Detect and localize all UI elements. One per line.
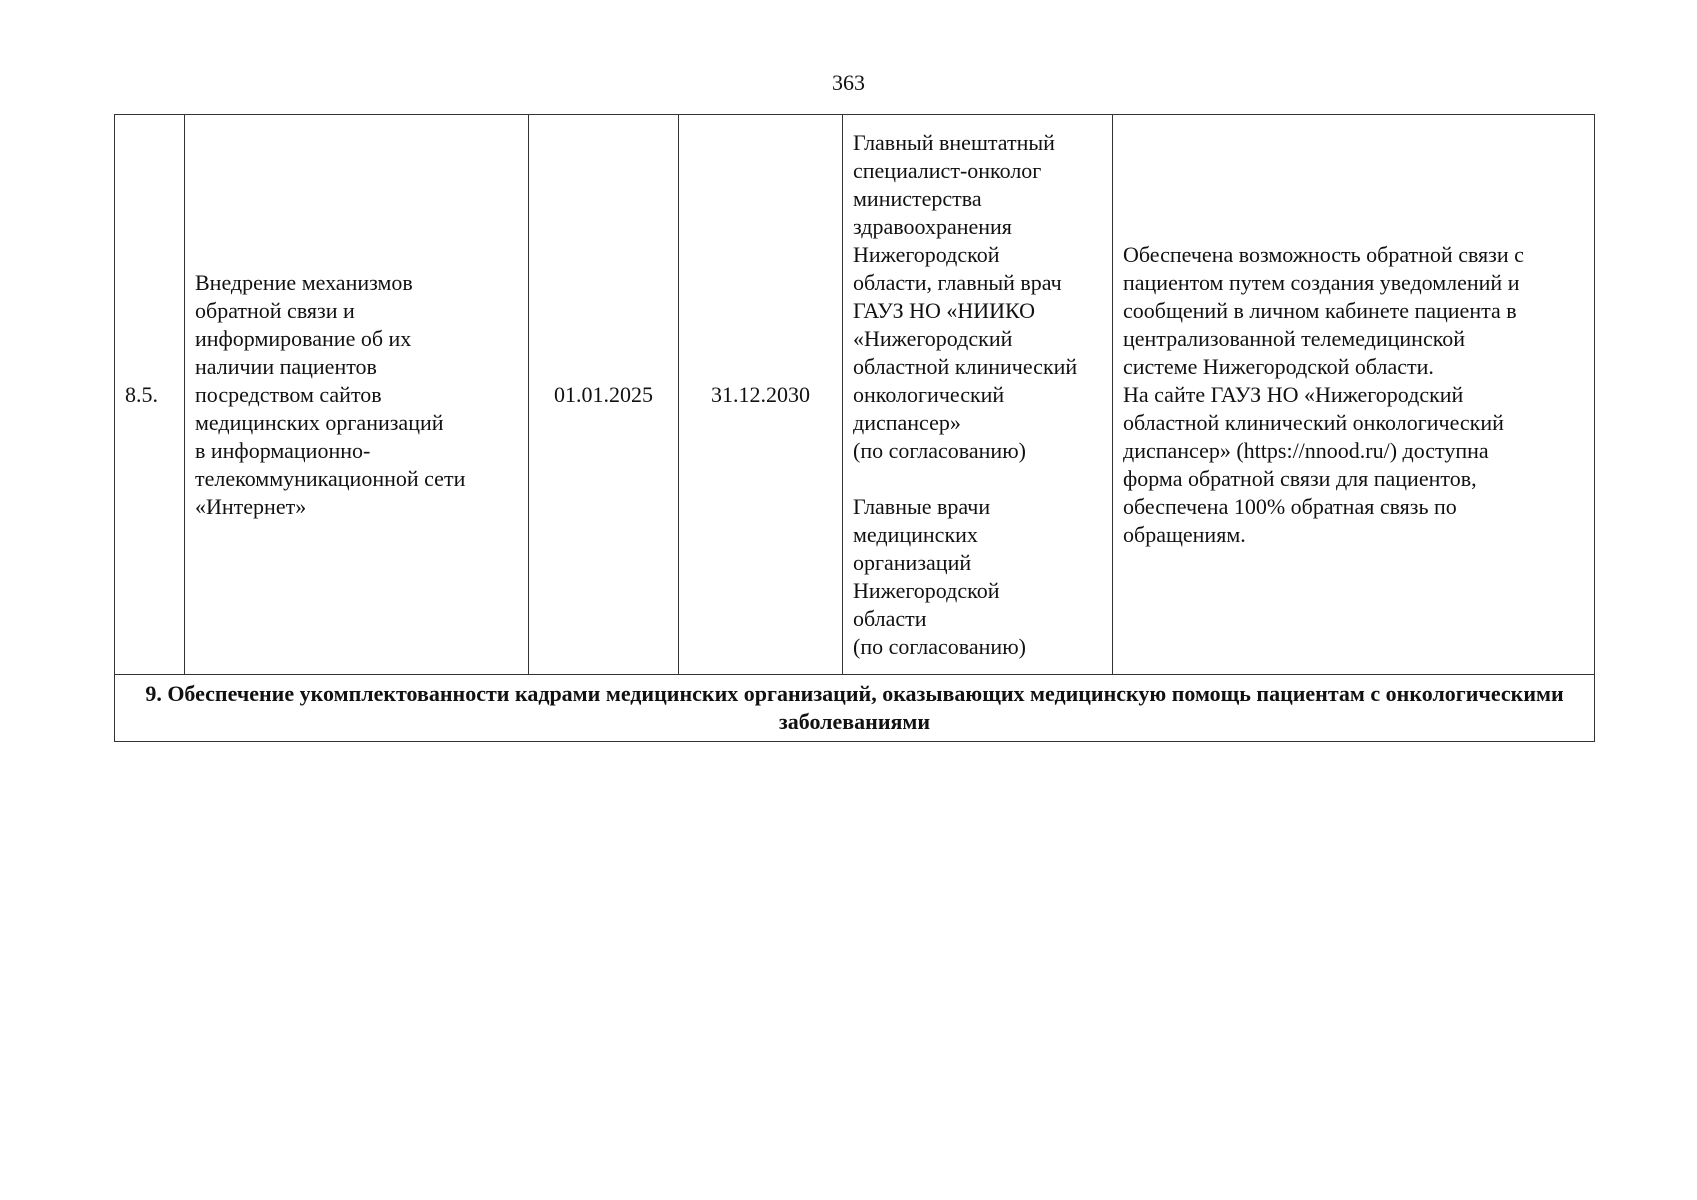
page-number: 363	[832, 70, 865, 95]
responsible-spacer	[853, 465, 1102, 493]
responsible-primary: Главный внештатный специалист-онколог министерства здравоохранения Нижегородской области, главный врач ГАУЗ НО «НИИКО «Нижегородский областной клинический онкологический диспансер» (по согласованию)	[853, 129, 1078, 463]
responsible-secondary: Главные врачи медицинских организаций Нижегородской области (по согласованию)	[853, 493, 1026, 659]
start-date: 01.01.2025	[529, 115, 679, 675]
section-heading: 9. Обеспечение укомплектованности кадрами медицинских организаций, оказывающих медицинскую помощь пациентам с онкологическими заболеваниями	[115, 675, 1595, 742]
table-row	[115, 115, 1595, 675]
responsible-cell	[843, 115, 1113, 675]
activity-table	[114, 114, 1595, 742]
section-row	[115, 675, 1595, 742]
row-number: 8.5.	[115, 115, 185, 675]
end-date: 31.12.2030	[679, 115, 843, 675]
activity-description: Внедрение механизмов обратной связи и информирование об их наличии пациентов посредством сайтов медицинских организаций в информационно- телекоммуникационной сети «Интернет»	[185, 115, 529, 675]
result-description: Обеспечена возможность обратной связи с пациентом путем создания уведомлений и сообщений в личном кабинете пациента в централизованной телемедицинской системе Нижегородской области. На сайте ГАУЗ НО «Нижегородский областной клинический онкологический диспансер» (https://nnood.ru/) доступна форма обратной связи для пациентов, обеспечена 100% обратная связь по обращениям.	[1113, 115, 1595, 675]
